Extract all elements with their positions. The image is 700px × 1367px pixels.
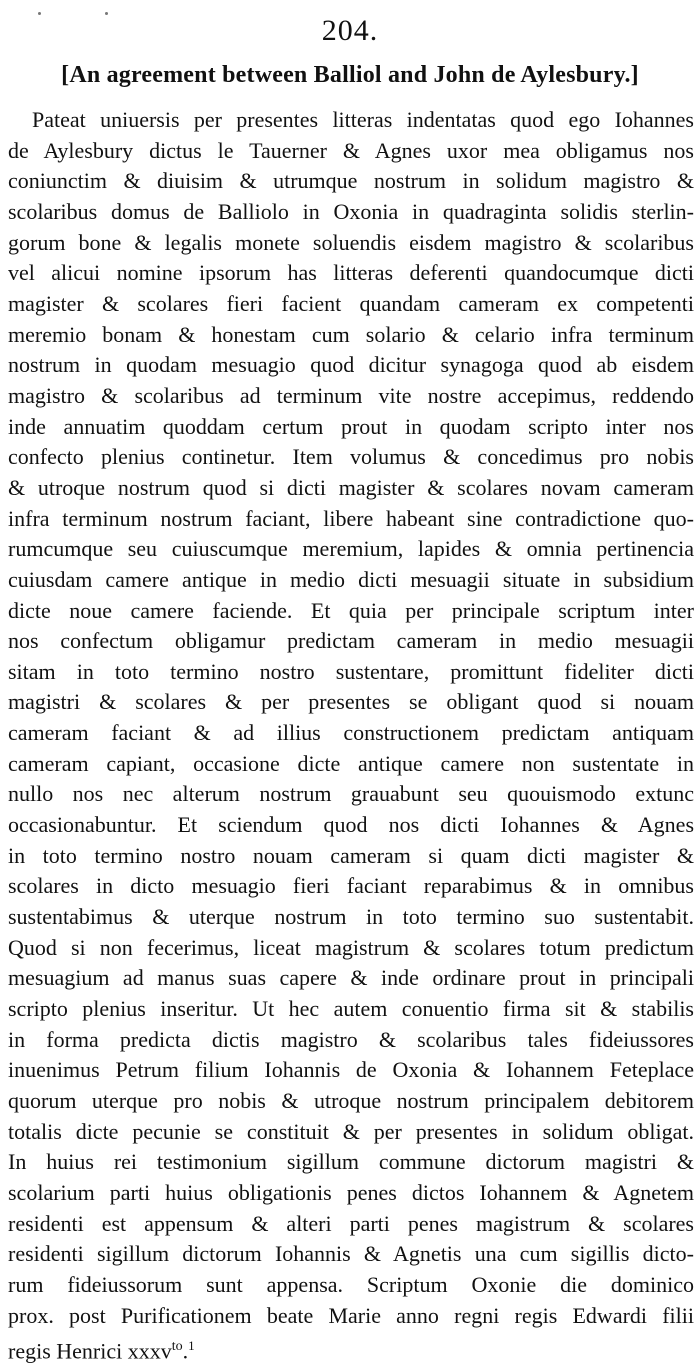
text-line: in forma predicta dictis magistro & scolaribus tales fideiussores (8, 1026, 694, 1052)
text-line: in toto termino nostro nouam cameram si quam dicti magister & (8, 842, 694, 868)
text-line: quorum uterque pro nobis & utroque nostrum principalem debitorem (8, 1088, 694, 1113)
text-line: rum fideiussorum sunt appensa. Scriptum Oxonie die dominico (8, 1271, 694, 1297)
text-line: & utroque nostrum quod si dicti magister & scolares novam cameram (8, 474, 694, 500)
body-text (8, 105, 694, 1362)
text-line: nostrum in quodam mesuagio quod dicitur synagoga quod ab eisdem (8, 352, 694, 378)
text-line: confecto plenius continetur. Item volumus & concedimus pro nobis (8, 444, 694, 470)
text-line: nullo nos nec alterum nostrum grauabunt seu quouismodo extunc (8, 781, 694, 807)
text-line: inuenimus Petrum filium Iohannis de Oxonia & Iohannem Feteplace (8, 1057, 694, 1083)
text-line: Pateat uniuersis per presentes litteras indentatas quod ego Iohannes (32, 107, 694, 132)
text-line: scolarium parti huius obligationis penes dictos Iohannem & Agnetem (8, 1179, 694, 1205)
text-line: rumcumque seu cuiuscumque meremium, lapides & omnia pertinencia (8, 536, 694, 562)
text-line: cameram capiant, occasione dicte antique camere non sustentate in (8, 750, 694, 776)
final-line-text: regis Henrici xxxv (8, 1338, 172, 1364)
text-line: dicte noue camere faciende. Et quia per principale scriptum inter (8, 597, 694, 623)
text-line: prox. post Purificationem beate Marie anno regni regis Edwardi filii (8, 1302, 694, 1328)
text-line: residenti sigillum dictorum Iohannis & Agnetis una cum sigillis dicto- (8, 1241, 694, 1267)
text-line: de Aylesbury dictus le Tauerner & Agnes uxor mea obligamus nos (8, 137, 694, 163)
text-line: vel alicui nomine ipsorum has litteras deferenti quandocumque dicti (8, 260, 694, 286)
text-line: mesuagium ad manus suas capere & inde ordinare prout in principali (8, 965, 694, 991)
footnote-marker: 1 (188, 1338, 195, 1354)
text-line: totalis dicte pecunie se constituit & per presentes in solidum obligat. (8, 1118, 694, 1144)
text-line: scripto plenius inseritur. Ut hec autem conuentio firma sit & stabilis (8, 996, 694, 1022)
text-line: inde annuatim quoddam certum prout in quodam scripto inter nos (8, 413, 694, 439)
text-line: meremio bonam & honestam cum solario & celario infra terminum (8, 321, 694, 347)
text-line: magistro & scolaribus ad terminum vite nostre accepimus, reddendo (8, 382, 694, 408)
text-line: cuiusdam camere antique in medio dicti mesuagii situate in subsidium (8, 566, 694, 592)
text-line: infra terminum nostrum faciant, libere habeant sine contradictione quo- (8, 505, 694, 531)
text-line: scolaribus domus de Balliolo in Oxonia in quadraginta solidis sterlin- (8, 198, 694, 224)
text-line: magister & scolares fieri facient quandam cameram ex competenti (8, 290, 694, 316)
text-line: coniunctim & diuisim & utrumque nostrum in solidum magistro & (8, 168, 694, 194)
final-text-line (8, 1331, 694, 1362)
text-line: scolares in dicto mesuagio fieri faciant reparabimus & in omnibus (8, 873, 694, 899)
text-line: Quod si non fecerimus, liceat magistrum & scolares totum predictum (8, 934, 694, 960)
text-line: gorum bone & legalis monete soluendis eisdem magistro & scolaribus (8, 229, 694, 255)
text-line: cameram faciant & ad illius constructionem predictam antiquam (8, 720, 694, 746)
final-period: . (182, 1338, 189, 1364)
text-line: occasionabuntur. Et sciendum quod nos dicti Iohannes & Agnes (8, 812, 694, 838)
document-heading: [An agreement between Balliol and John de Aylesbury.] (61, 62, 639, 88)
text-line: In huius rei testimonium sigillum commune dictorum magistri & (8, 1149, 694, 1175)
text-line: sitam in toto termino nostro sustentare, promittunt fideliter dicti (8, 658, 694, 684)
superscript-to: to (171, 1339, 183, 1355)
text-line: residenti est appensum & alteri parti penes magistrum & scolares (8, 1210, 694, 1236)
page-number: 204. (321, 14, 379, 47)
text-line: sustentabimus & uterque nostrum in toto termino suo sustentabit. (8, 904, 694, 930)
text-line: magistri & scolares & per presentes se obligant quod si nouam (8, 689, 694, 715)
text-line: nos confectum obligamur predictam cameram in medio mesuagii (8, 628, 694, 654)
